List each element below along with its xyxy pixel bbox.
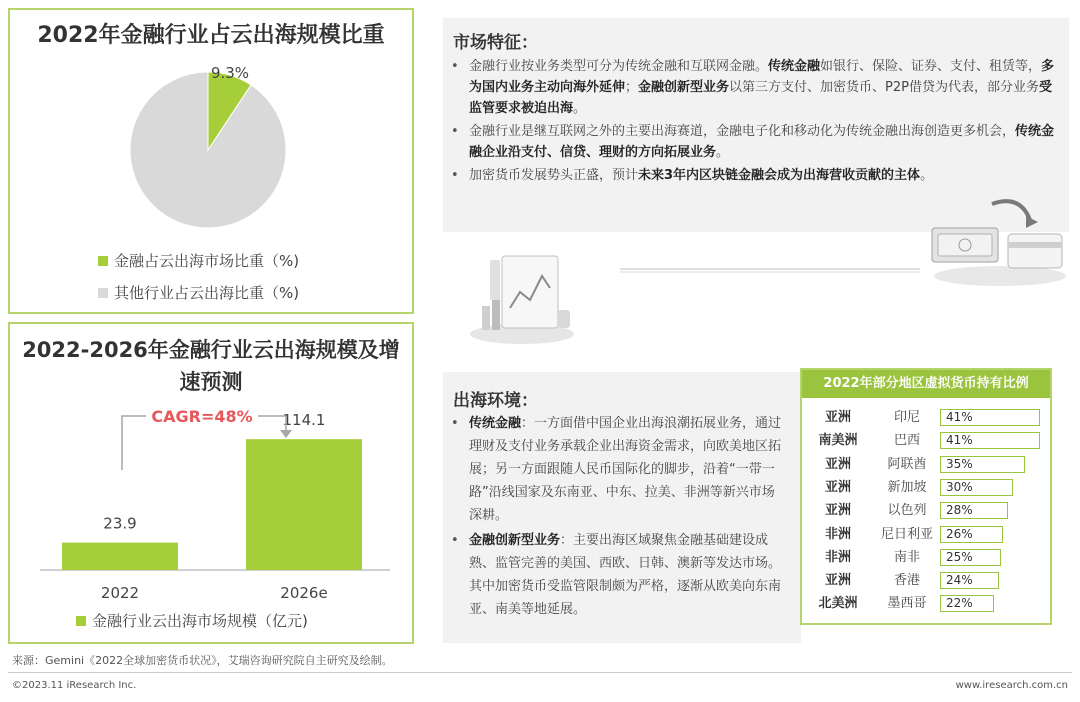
body-text: 加密货币发展势头正盛，预计 [469,168,639,183]
bar-value-label: 23.9 [103,514,137,533]
body-text: ：一方面借中国企业出海浪潮拓展业务，通过理财及支付业务承载企业出海资金需求，向欧美地区拓展；另一方面跟随人民币国际化的脚步，沿着“一带一路”沿线国家及东南亚、中东、拉美、非洲等新兴市场深耕。 [469,416,782,523]
website-link[interactable]: www.iresearch.com.cn [955,680,1068,691]
share-bar: 25% [940,549,1001,566]
bold-text: 金融创新型业务 [638,80,730,95]
legend-swatch-others [98,288,108,298]
region-row [802,453,1050,476]
bar-2022 [62,543,178,570]
bullet-item [443,529,785,621]
bullet-item [443,165,1059,186]
region-row [802,406,1050,429]
body-text: 金融行业是继互联网之外的主要出海赛道，金融电子化和移动化为传统金融出海创造更多机会， [469,124,1016,139]
country-name: 阿联酋 [887,456,927,472]
body-text: 金融行业按业务类型可分为传统金融和互联网金融。 [469,59,769,74]
bullet-item [443,56,1059,119]
bullet-item [443,412,785,527]
body-text: 以第三方支付、加密货币、P2P借贷为代表，部分业务 [729,80,1039,95]
legend-label-bar: 金融行业云出海市场规模（亿元) [92,612,308,630]
country-name: 墨西哥 [887,596,927,612]
environment-bullet-list [443,412,785,623]
bold-text: 传统金融 [768,59,821,74]
country-name: 巴西 [893,433,920,449]
bold-text: 未来3年内区块链金融会成为出海营收贡献的主体 [638,168,921,183]
bar-chart [10,324,412,642]
pie-slice-1 [130,72,286,228]
country-name: 新加坡 [887,479,927,495]
region-row [802,569,1050,592]
region-row [802,523,1050,546]
money-card-icon [922,190,1072,290]
legend-swatch-bar [76,616,86,626]
region-name: 亚洲 [824,410,851,425]
region-name: 南美洲 [818,433,858,449]
environment-box [443,372,801,643]
share-bar: 26% [940,526,1003,543]
market-heading: 市场特征： [453,33,538,53]
bar-2026e [246,439,362,570]
share-bar: 28% [940,502,1008,519]
pie-chart-panel [8,8,414,314]
legend-label-finance: 金融占云出海市场比重（%) [114,252,300,270]
region-row [802,499,1050,522]
region-crypto-table [800,368,1052,625]
bullet-item [443,121,1059,163]
x-tick-label: 2026e [280,584,328,602]
bar-chart-panel [8,322,414,644]
body-text: ； [625,80,639,95]
cagr-arrow-icon [280,430,292,438]
body-text: 如银行、保险、证券、支付、租赁等， [820,59,1042,74]
pie-legend-finance [98,250,299,271]
bold-text: 传统金融 [469,416,522,431]
region-name: 北美洲 [818,596,858,612]
country-name: 香港 [893,573,920,589]
x-tick-label: 2022 [100,584,140,602]
region-table-title: 2022年部分地区虚拟货币持有比例 [802,370,1050,398]
bold-text: 多为国内业务主动向海外延伸 [469,59,1055,95]
legend-label-others: 其他行业占云出海比重（%) [114,284,300,302]
bar-chart-title: 2022-2026年金融行业云出海规模及增速预测 [22,338,400,394]
share-bar: 41% [940,432,1040,449]
copyright: ©2023.11 iResearch Inc. [12,680,137,691]
bold-text: 传统金融企业沿支付、信贷、理财的方向拓展业务 [469,124,1055,160]
region-row [802,476,1050,499]
region-name: 非洲 [824,549,851,565]
country-name: 印尼 [893,410,920,425]
environment-heading: 出海环境： [453,391,538,411]
body-text: ：主要出海区域聚焦金融基础建设成熟、监管完善的美国、西欧、日韩、澳新等发达市场。其中加密货币受监管限制颇为严格，逐渐从欧美向东南亚、南美等地延展。 [469,533,782,617]
region-row [802,429,1050,452]
pie-chart-title: 2022年金融行业占云出海规模比重 [37,23,385,48]
finance-report-icon [462,248,582,348]
pie-data-label: 9.3% [210,64,250,82]
body-text: 。 [920,168,934,183]
body-text: 。 [573,101,587,116]
cagr-label: CAGR=48% [151,407,253,426]
share-bar: 41% [940,409,1040,426]
pie-legend-others [98,282,299,303]
country-name: 尼日利亚 [880,526,933,542]
share-bar: 30% [940,479,1013,496]
source-note: 来源：Gemini《2022全球加密货币状况》，艾瑞咨询研究院自主研究及绘制。 [12,654,393,667]
bold-text: 受监管要求被迫出海 [469,80,1053,116]
region-name: 非洲 [824,526,851,542]
bold-text: 金融创新型业务 [469,533,561,548]
country-name: 南非 [893,549,920,565]
bar-legend [76,610,308,631]
region-row [802,546,1050,569]
body-text: 。 [716,145,730,160]
region-name: 亚洲 [824,456,851,472]
country-name: 以色列 [887,503,927,519]
region-row [802,592,1050,615]
market-bullet-list [443,56,1059,188]
share-bar: 22% [940,595,994,612]
region-name: 亚洲 [824,479,851,495]
footer-divider [8,672,1072,673]
share-bar: 24% [940,572,999,589]
bar-value-label: 114.1 [282,411,326,430]
divider-line [620,268,920,274]
region-name: 亚洲 [824,573,851,589]
share-bar: 35% [940,456,1025,473]
region-name: 亚洲 [824,503,851,519]
legend-swatch-finance [98,256,108,266]
